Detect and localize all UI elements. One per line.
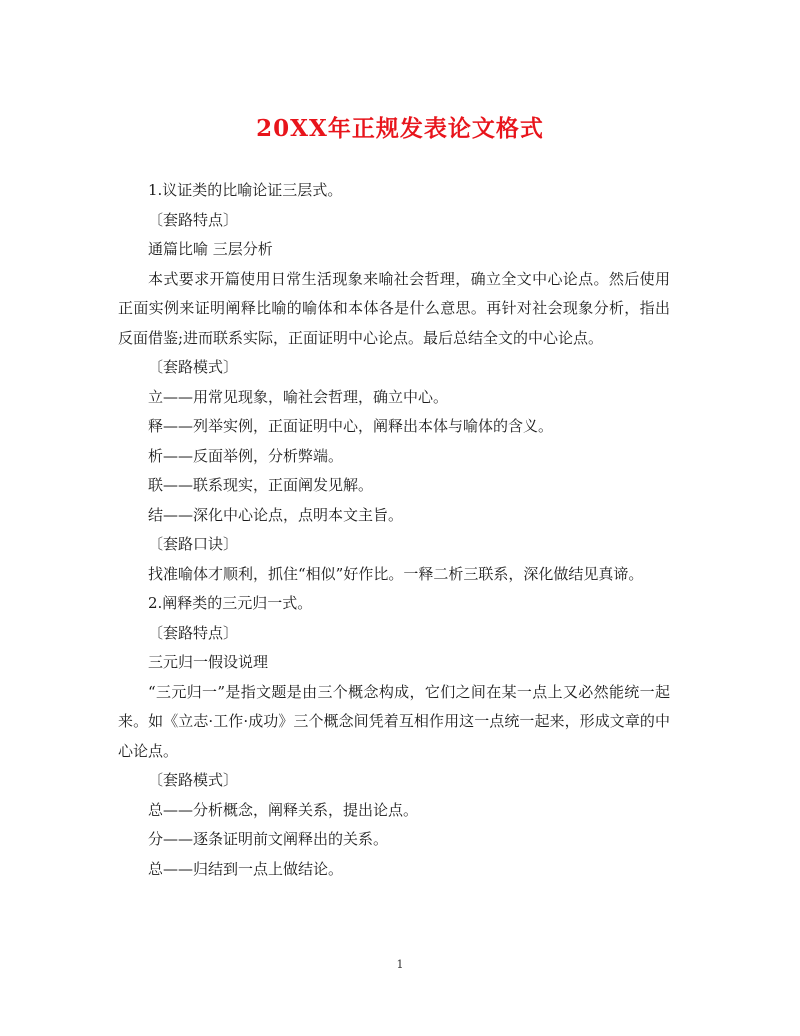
paragraph: 2.阐释类的三元归一式。 <box>148 594 313 612</box>
paragraph: 分——逐条证明前文阐释出的关系。 <box>148 830 389 848</box>
paragraph: 〔套路特点〕 <box>148 623 239 642</box>
paragraph: 本式要求开篇使用日常生活现象来喻社会哲理，确立全文中心论点。然后使用正面实例来证明阐释比喻的喻体和本体各是什么意思。再针对社会现象分析，指出反面借鉴;进而联系实际，正面证明中心论点。最后总结全文的中心论点。 <box>118 269 670 347</box>
paragraph: 〔套路特点〕 <box>148 210 239 229</box>
paragraph: 总——分析概念，阐释关系，提出论点。 <box>148 800 419 819</box>
paragraph: 通篇比喻 三层分析 <box>148 240 273 258</box>
paragraph: 〔套路模式〕 <box>148 771 239 789</box>
paragraph: 〔套路模式〕 <box>148 358 239 376</box>
page-number: 1 <box>396 958 404 971</box>
paragraph: 析——反面举例，分析弊端。 <box>148 446 344 465</box>
paragraph: 总——归结到一点上做结论。 <box>148 859 344 878</box>
paragraph: 找准喻体才顺利，抓住“相似”好作比。一释二析三联系，深化做结见真谛。 <box>148 564 644 583</box>
document-title: 20XX年正规发表论文格式 <box>256 115 544 142</box>
paragraph: 释——列举实例，正面证明中心，阐释出本体与喻体的含义。 <box>148 417 554 435</box>
document-body <box>118 176 670 884</box>
paragraph: 1.议证类的比喻论证三层式。 <box>148 181 343 199</box>
paragraph: 结——深化中心论点，点明本文主旨。 <box>148 505 404 524</box>
paragraph: 立——用常见现象，喻社会哲理，确立中心。 <box>148 387 449 406</box>
paragraph: “三元归一”是指文题是由三个概念构成，它们之间在某一点上又必然能统一起来。如《立志·工作·成功》三个概念间凭着互相作用这一点统一起来，形成文章的中心论点。 <box>118 682 670 760</box>
paragraph: 〔套路口诀〕 <box>148 535 239 553</box>
paragraph: 三元归一假设说理 <box>148 653 269 671</box>
paragraph: 联——联系现实，正面阐发见解。 <box>148 476 374 494</box>
